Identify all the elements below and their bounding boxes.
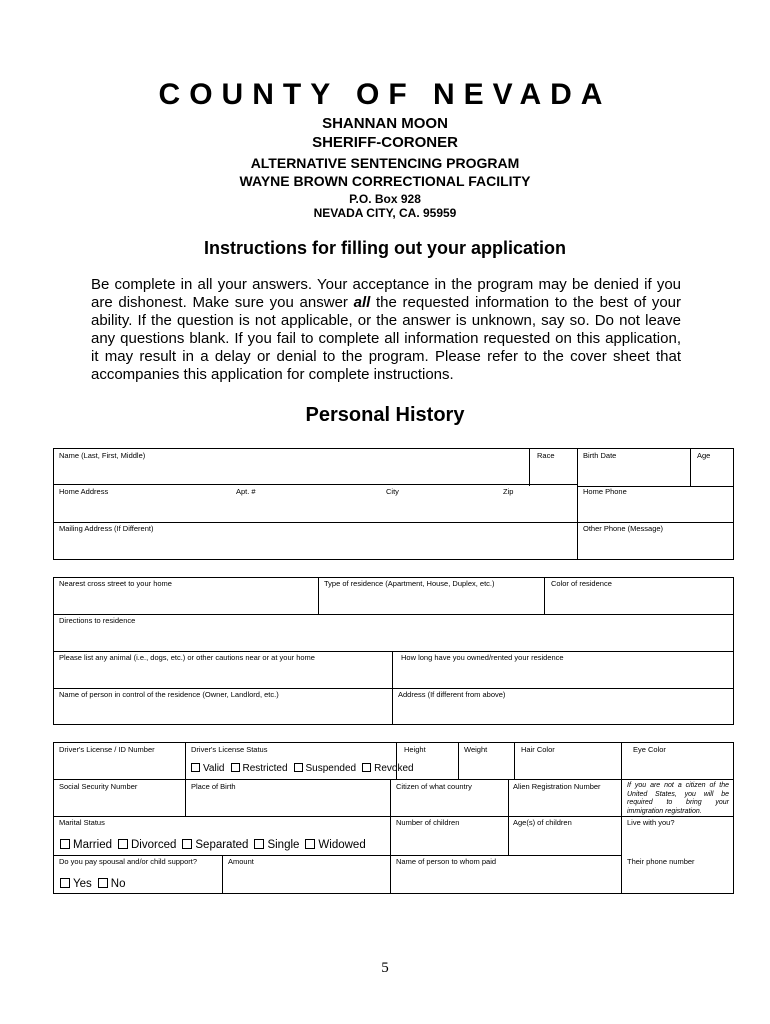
license-option[interactable] — [360, 762, 413, 775]
paid-to-field[interactable]: Name of person to whom paid — [396, 857, 497, 866]
page-number: 5 — [381, 960, 389, 976]
checkbox-icon — [254, 839, 264, 849]
birth-date-field[interactable]: Birth Date — [583, 451, 617, 460]
city-field[interactable]: City — [386, 487, 399, 496]
checkbox-icon — [118, 839, 128, 849]
citizen-note: If you are not a citizen of the United States, you will be required to bring your immigration registration. — [627, 782, 729, 815]
support-options — [58, 877, 129, 891]
county-title: COUNTY OF NEVADA — [158, 78, 612, 111]
support-label: Do you pay spousal and/or child support? — [59, 857, 198, 866]
citizen-of-field[interactable]: Citizen of what country — [396, 782, 472, 791]
license-option[interactable] — [292, 762, 357, 775]
height-field[interactable]: Height — [404, 745, 426, 754]
live-with-field[interactable]: Live with you? — [627, 818, 675, 827]
marital-option[interactable] — [252, 838, 299, 852]
name-field[interactable]: Name (Last, First, Middle) — [59, 451, 146, 460]
checkbox-icon — [98, 878, 108, 888]
home-phone-field[interactable]: Home Phone — [583, 487, 627, 496]
form-block-identity — [53, 448, 734, 560]
marital-option-label: Divorced — [130, 839, 177, 851]
ssn-field[interactable]: Social Security Number — [59, 782, 138, 791]
city-state-zip: NEVADA CITY, CA. 95959 — [313, 206, 457, 220]
instructions-emphasis: all — [353, 294, 371, 311]
marital-option-label: Widowed — [318, 839, 366, 851]
their-phone-field[interactable]: Their phone number — [627, 857, 695, 866]
support-option-label: Yes — [73, 878, 92, 890]
alien-reg-field[interactable]: Alien Registration Number — [513, 782, 601, 791]
amount-field[interactable]: Amount — [228, 857, 254, 866]
po-box: P.O. Box 928 — [349, 192, 421, 206]
checkbox-icon — [191, 763, 200, 772]
license-option[interactable] — [229, 762, 288, 775]
how-long-field[interactable]: How long have you owned/rented your residence — [401, 653, 564, 662]
age-field[interactable]: Age — [697, 451, 711, 460]
checkbox-icon — [182, 839, 192, 849]
zip-field[interactable]: Zip — [503, 487, 514, 496]
support-option[interactable] — [58, 877, 92, 891]
marital-status-label: Marital Status — [59, 818, 105, 827]
section-title: Personal History — [305, 404, 465, 426]
instructions-text — [91, 276, 681, 384]
mailing-address-field[interactable]: Mailing Address (If Different) — [59, 524, 154, 533]
home-address-field[interactable]: Home Address — [59, 487, 109, 496]
license-option[interactable] — [189, 762, 225, 775]
eye-color-field[interactable]: Eye Color — [633, 745, 666, 754]
license-option-label: Restricted — [242, 763, 288, 774]
checkbox-icon — [60, 839, 70, 849]
sheriff-name: SHANNAN MOON — [322, 115, 448, 132]
marital-status-options — [58, 838, 370, 852]
marital-option-label: Married — [73, 839, 112, 851]
marital-option[interactable] — [58, 838, 112, 852]
num-children-field[interactable]: Number of children — [396, 818, 460, 827]
license-status-label: Driver's License Status — [191, 745, 268, 754]
instructions-text-part: the requested information to the best of your ability. If the question is not applicable, or the answer is unknown, say so. Do not leave any questions blank. If you fail to complete all information requested on this application, it may result in a delay or denial to the program. Please refer to the cover sheet that accompanies this application for complete instructions. — [91, 294, 681, 383]
license-option-label: Suspended — [305, 763, 357, 774]
hair-color-field[interactable]: Hair Color — [521, 745, 555, 754]
place-of-birth-field[interactable]: Place of Birth — [191, 782, 236, 791]
checkbox-icon — [60, 878, 70, 888]
license-option-label: Revoked — [374, 763, 414, 774]
checkbox-icon — [231, 763, 240, 772]
checkbox-icon — [294, 763, 303, 772]
directions-field[interactable]: Directions to residence — [59, 616, 136, 625]
cross-street-field[interactable]: Nearest cross street to your home — [59, 579, 172, 588]
instructions-title: Instructions for filling out your application — [204, 238, 566, 258]
sheriff-title: SHERIFF-CORONER — [312, 134, 458, 151]
apt-field[interactable]: Apt. # — [236, 487, 256, 496]
marital-option-label: Separated — [195, 839, 249, 851]
facility-name: WAYNE BROWN CORRECTIONAL FACILITY — [239, 173, 531, 189]
residence-type-field[interactable]: Type of residence (Apartment, House, Duplex, etc.) — [324, 579, 495, 588]
marital-option-label: Single — [267, 839, 300, 851]
license-option-label: Valid — [203, 763, 225, 774]
marital-option[interactable] — [116, 838, 176, 852]
residence-color-field[interactable]: Color of residence — [551, 579, 612, 588]
program-name: ALTERNATIVE SENTENCING PROGRAM — [250, 155, 520, 171]
license-status-options — [189, 762, 418, 775]
license-number-field[interactable]: Driver's License / ID Number — [59, 745, 155, 754]
weight-field[interactable]: Weight — [464, 745, 488, 754]
race-field[interactable]: Race — [537, 451, 555, 460]
person-in-control-field[interactable]: Name of person in control of the residence (Owner, Landlord, etc.) — [59, 690, 279, 699]
support-option-label: No — [110, 878, 126, 890]
animals-field[interactable]: Please list any animal (i.e., dogs, etc.) or other cautions near or at your home — [59, 653, 315, 662]
ages-children-field[interactable]: Age(s) of children — [513, 818, 572, 827]
other-phone-field[interactable]: Other Phone (Message) — [583, 524, 664, 533]
marital-option[interactable] — [180, 838, 248, 852]
checkbox-icon — [305, 839, 315, 849]
marital-option[interactable] — [303, 838, 365, 852]
checkbox-icon — [362, 763, 371, 772]
instructions-text-part: Be complete in all your answers. Your acceptance in the program may be denied if you are dishonest. Make sure you answer — [91, 276, 681, 311]
alt-address-field[interactable]: Address (If different from above) — [398, 690, 506, 699]
support-option[interactable] — [96, 877, 126, 891]
